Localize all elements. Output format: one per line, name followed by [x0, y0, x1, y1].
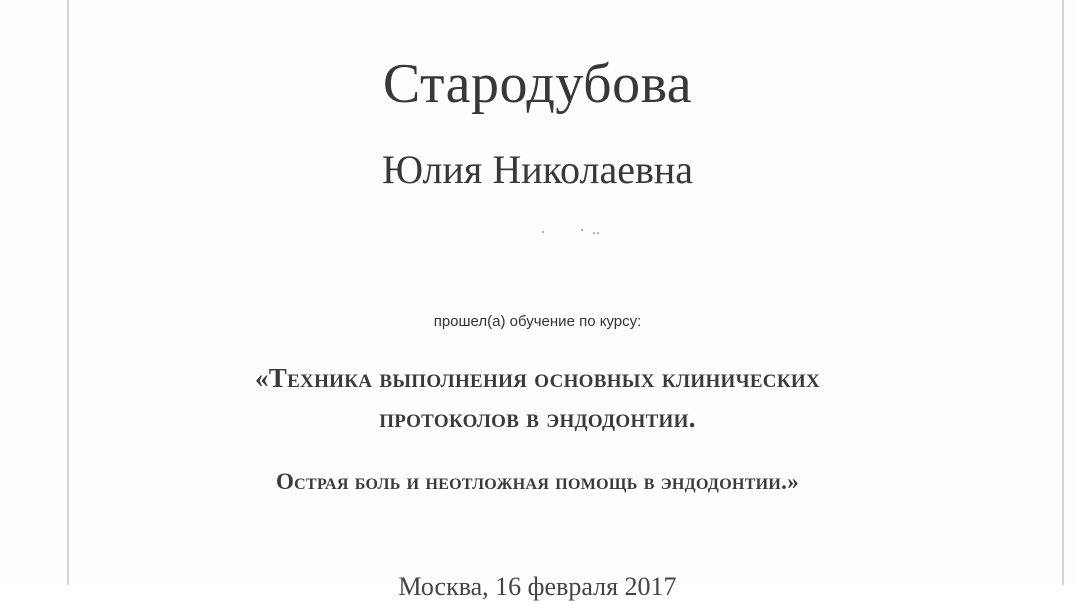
place-and-date: Москва, 16 февраля 2017 [398, 572, 677, 601]
recipient-surname: Стародубова [382, 53, 693, 115]
recipient-given-names: Юлия Николаевна [381, 147, 694, 192]
course-title [0, 358, 1075, 438]
scan-speck [597, 232, 599, 234]
course-title-line-1: «Техника выполнения основных клинических [254, 363, 821, 393]
course-intro-text: прошел(а) обучение по курсу: [433, 313, 642, 330]
scan-speck [581, 229, 583, 231]
course-subtitle: Острая боль и неотложная помощь в эндодонтии.» [275, 469, 800, 494]
scan-specks [538, 228, 608, 236]
course-title-line-2: протоколов в эндодонтии. [379, 403, 696, 433]
scan-speck [542, 231, 544, 233]
scan-speck [593, 232, 595, 234]
